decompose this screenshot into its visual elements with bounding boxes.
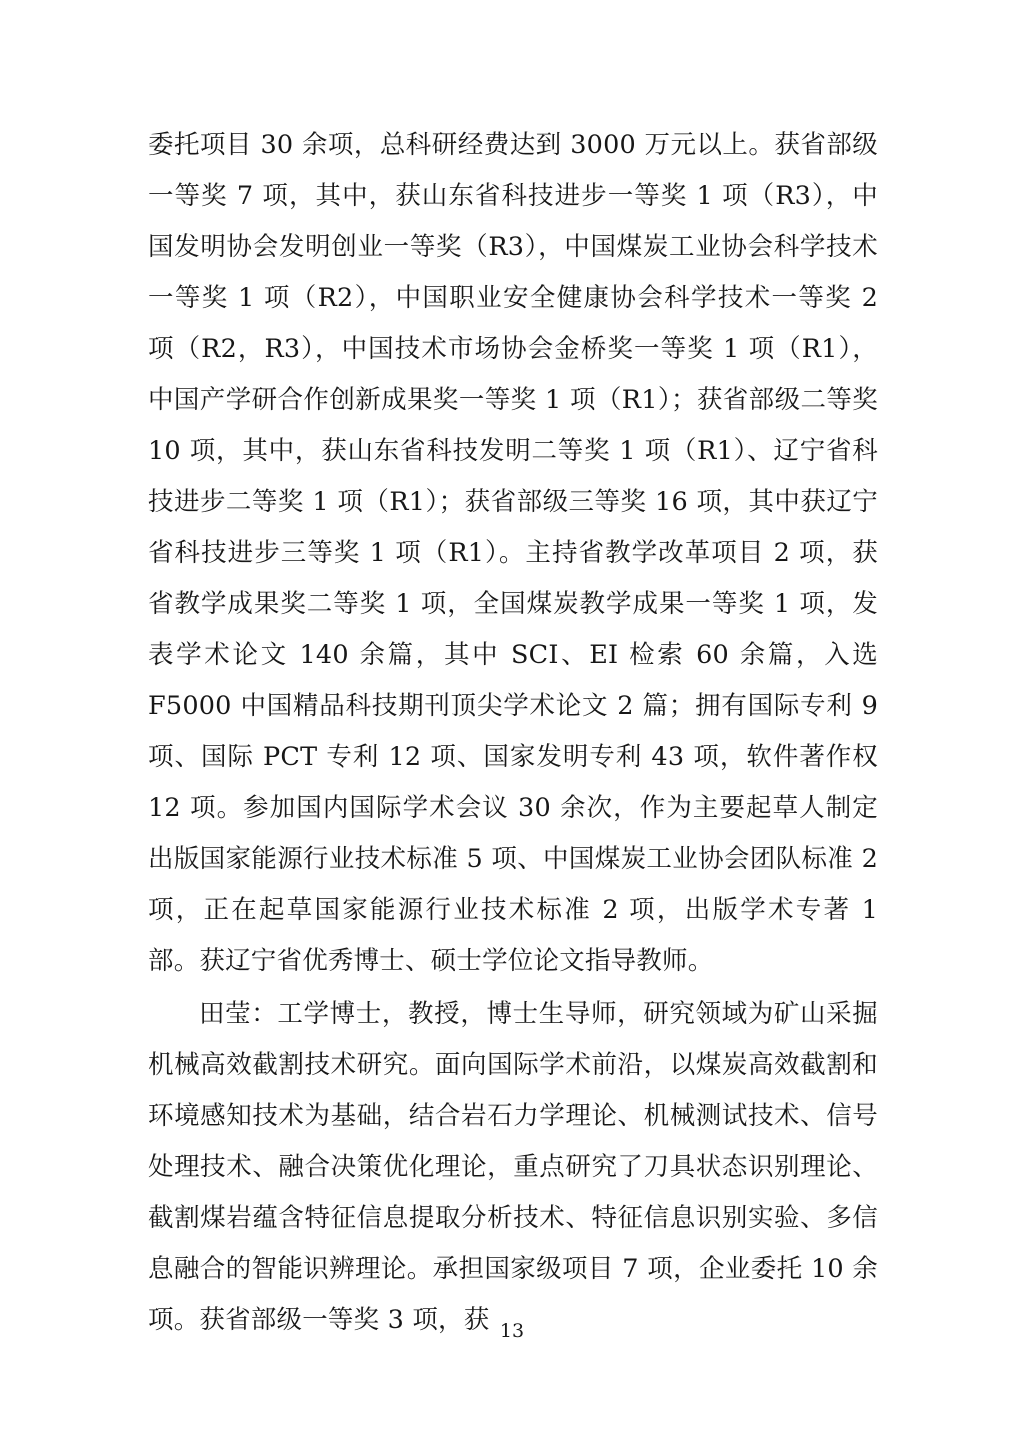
- page-number: 13: [499, 1320, 525, 1342]
- paragraph-body: 委托项目 30 余项，总科研经费达到 3000 万元以上。获省部级一等奖 7 项，其中，获山东省科技进步一等奖 1 项（R3），中国发明协会发明创业一等奖（R3），中国煤炭工业协会科学技术一等奖 1 项（R2），中国职业安全健康协会科学技术一等奖 2 项（R2，R3），中国技术市场协会金桥奖一等奖 1 项（R1），中国产学研合作创新成果奖一等奖 1 项（R1）；获省部级二等奖 10 项，其中，获山东省科技发明二等奖 1 项（R1）、辽宁省科技进步二等奖 1 项（R1）；获省部级三等奖 16 项，其中获辽宁省科技进步三等奖 1 项（R1）。主持省教学改革项目 2 项，获省教学成果奖二等奖 1 项，全国煤炭教学成果一等奖 1 项，发表学术论文 140 余篇，其中 SCI、EI 检索 60 余篇，入选 F5000 中国精品科技期刊顶尖学术论文 2 篇；拥有国际专利 9 项、国际 PCT 专利 12 项、国家发明专利 43 项，软件著作权 12 项。参加国内国际学术会议 30 余次，作为主要起草人制定出版国家能源行业技术标准 5 项、中国煤炭工业协会团队标准 2 项，正在起草国家能源行业技术标准 2 项，出版学术专著 1 部。获辽宁省优秀博士、硕士学位论文指导教师。: [148, 130, 878, 976]
- page-content: [148, 120, 878, 1346]
- paragraph-body: 田莹：工学博士，教授，博士生导师，研究领域为矿山采掘机械高效截割技术研究。面向国际学术前沿，以煤炭高效截割和环境感知技术为基础，结合岩石力学理论、机械测试技术、信号处理技术、融合决策优化理论，重点研究了刀具状态识别理论、截割煤岩蕴含特征信息提取分析技术、特征信息识别实验、多信息融合的智能识辨理论。承担国家级项目 7 项，企业委托 10 余项。获省部级一等奖 3 项，获: [148, 999, 878, 1335]
